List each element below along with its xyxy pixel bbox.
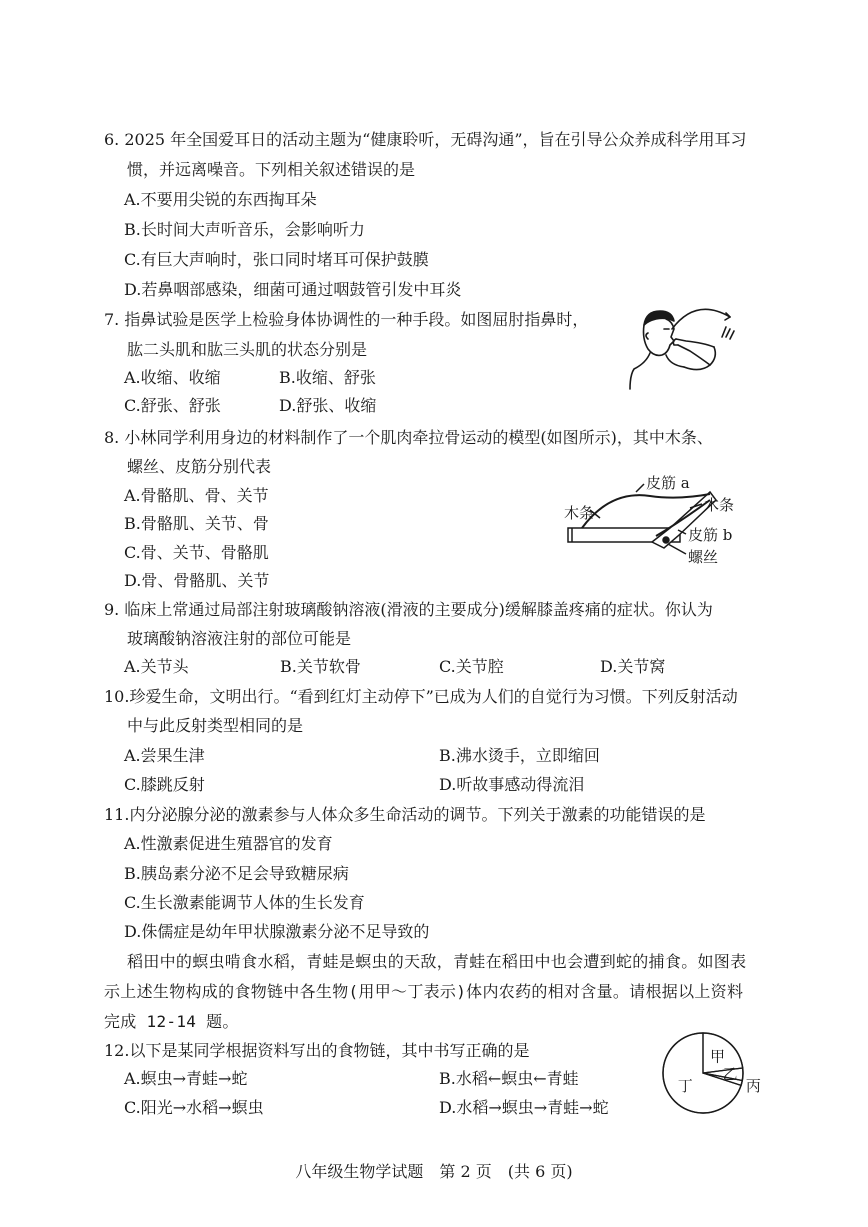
- q9-stem-line2: 玻璃酸钠溶液注射的部位可能是: [127, 629, 352, 648]
- q8-option-c: C.骨、关节、骨骼肌: [124, 543, 269, 562]
- pesticide-content-pie-chart: [655, 1025, 765, 1125]
- q9-option-c: C.关节腔: [439, 657, 504, 676]
- q9-option-a: A.关节头: [124, 657, 189, 676]
- q6-stem-line1: 6. 2025 年全国爱耳日的活动主题为“健康聆听，无碍沟通”，旨在引导公众养成科学用耳习: [104, 130, 747, 149]
- passage-line1: 稻田中的螟虫啃食水稻，青蛙是螟虫的天敌，青蛙在稻田中也会遭到蛇的捕食。如图表: [127, 952, 747, 971]
- q8-option-a: A.骨骼肌、骨、关节: [124, 486, 269, 505]
- q7-option-b: B.收缩、舒张: [279, 368, 376, 387]
- q10-stem-line1: 10.珍爱生命，文明出行。“看到红灯主动停下”已成为人们的自觉行为习惯。下列反射活动: [104, 687, 738, 706]
- q7-option-d: D.舒张、收缩: [279, 396, 377, 415]
- q11-option-a: A.性激素促进生殖器官的发育: [124, 834, 333, 853]
- q7-stem-line2: 肱二头肌和肱三头肌的状态分别是: [127, 340, 368, 359]
- q6-option-b: B.长时间大声听音乐，会影响听力: [124, 220, 365, 239]
- q8-stem-line2: 螺丝、皮筋分别代表: [127, 457, 272, 476]
- fig8-label-wood-right: 木条: [704, 496, 735, 514]
- q11-option-b: B.胰岛素分泌不足会导致糖尿病: [124, 864, 349, 883]
- q6-option-a: A.不要用尖锐的东西掏耳朵: [124, 190, 317, 209]
- q12-option-d: D.水稻→螟虫→青蛙→蛇: [439, 1098, 609, 1117]
- q11-option-c: C.生长激素能调节人体的生长发育: [124, 893, 365, 912]
- q8-option-b: B.骨骼肌、关节、骨: [124, 514, 269, 533]
- q12-option-b: B.水稻←螟虫←青蛙: [439, 1069, 579, 1088]
- page-footer: 八年级生物学试题 第 2 页 (共 6 页): [295, 1162, 573, 1181]
- fig8-label-band-b: 皮筋 b: [688, 526, 733, 544]
- pie-label-3: 丁: [677, 1076, 693, 1095]
- fig8-label-wood-left: 木条: [564, 504, 595, 522]
- q8-option-d: D.骨、骨骼肌、关节: [124, 571, 270, 590]
- finger-nose-test-figure: [626, 303, 746, 393]
- q9-option-d: D.关节窝: [600, 657, 666, 676]
- q9-option-b: B.关节软骨: [280, 657, 361, 676]
- q10-option-b: B.沸水烫手，立即缩回: [439, 746, 600, 765]
- fig8-label-screw: 螺丝: [688, 548, 719, 566]
- q6-option-c: C.有巨大声响时，张口同时堵耳可保护鼓膜: [124, 250, 429, 269]
- pie-label-0: 甲: [710, 1047, 726, 1066]
- q10-stem-line2: 中与此反射类型相同的是: [127, 716, 304, 735]
- passage-line3: 完成 12-14 题。: [104, 1012, 239, 1031]
- q10-option-a: A.尝果生津: [124, 746, 205, 765]
- q9-stem-line1: 9. 临床上常通过局部注射玻璃酸钠溶液(滑液的主要成分)缓解膝盖疼痛的症状。你认为: [104, 600, 713, 619]
- q11-option-d: D.侏儒症是幼年甲状腺激素分泌不足导致的: [124, 922, 430, 941]
- muscle-bone-model-figure: [560, 470, 750, 570]
- q7-option-a: A.收缩、收缩: [124, 368, 221, 387]
- q6-option-d: D.若鼻咽部感染，细菌可通过咽鼓管引发中耳炎: [124, 280, 462, 299]
- q12-stem-line1: 12.以下是某同学根据资料写出的食物链，其中书写正确的是: [104, 1041, 530, 1060]
- q7-option-c: C.舒张、舒张: [124, 396, 221, 415]
- pie-label-2: 丙: [745, 1076, 761, 1095]
- q11-stem-line1: 11.内分泌腺分泌的激素参与人体众多生命活动的调节。下列关于激素的功能错误的是: [104, 805, 706, 824]
- q10-option-d: D.听故事感动得流泪: [439, 775, 585, 794]
- q7-stem-line1: 7. 指鼻试验是医学上检验身体协调性的一种手段。如图屈肘指鼻时，: [104, 310, 589, 329]
- fig8-label-band-a: 皮筋 a: [646, 474, 690, 492]
- q10-option-c: C.膝跳反射: [124, 775, 205, 794]
- pie-label-1: 乙: [722, 1064, 738, 1083]
- q8-stem-line1: 8. 小林同学利用身边的材料制作了一个肌肉牵拉骨运动的模型(如图所示)，其中木条、: [104, 428, 713, 447]
- passage-line2: 示上述生物构成的食物链中各生物(用甲～丁表示)体内农药的相对含量。请根据以上资料: [104, 982, 744, 1001]
- q12-option-a: A.螟虫→青蛙→蛇: [124, 1069, 248, 1088]
- q6-stem-line2: 惯，并远离噪音。下列相关叙述错误的是: [127, 160, 416, 179]
- q12-option-c: C.阳光→水稻→螟虫: [124, 1098, 264, 1117]
